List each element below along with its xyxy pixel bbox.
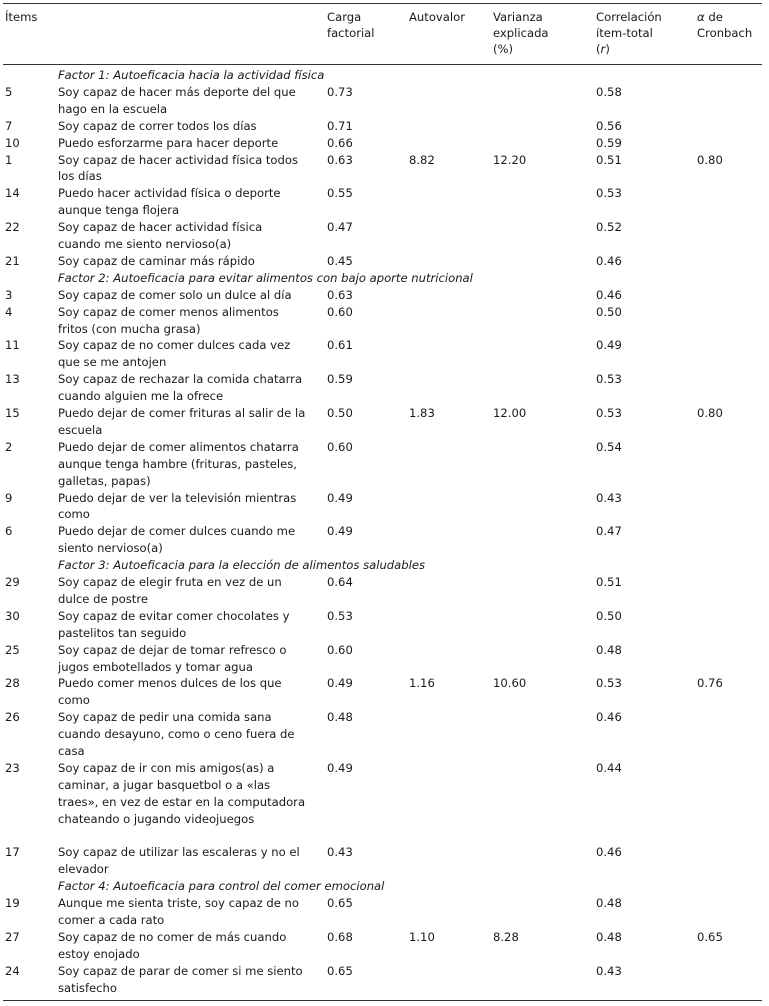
alpha-value: 0.80 — [697, 406, 723, 420]
table-row — [3, 929, 762, 963]
item-number: 25 — [5, 642, 20, 657]
item-text: Soy capaz de hacer actividad física todos los días — [58, 152, 298, 184]
correlacion-value: 0.48 — [596, 929, 622, 944]
header-items: Ítems — [5, 10, 38, 24]
item-text: Puedo hacer actividad física o deporte aunque tenga flojera — [58, 186, 281, 218]
carga-factorial-value: 0.45 — [327, 253, 353, 268]
table-row — [3, 963, 762, 997]
item-text: Soy capaz de parar de comer si me siento satisfecho — [58, 963, 303, 995]
table-row — [3, 84, 762, 118]
item-number: 19 — [5, 896, 20, 911]
correlacion-value: 0.51 — [596, 575, 622, 589]
item-number: 7 — [5, 118, 13, 133]
correlacion-value: 0.46 — [596, 253, 622, 268]
correlacion-value: 0.43 — [596, 963, 622, 978]
item-text: Soy capaz de evitar comer chocolates y pastelitos tan seguido — [58, 608, 290, 640]
correlacion-value: 0.59 — [596, 135, 622, 150]
correlacion-value: 0.44 — [596, 760, 622, 775]
header-autovalor: Autovalor — [409, 10, 465, 24]
carga-factorial-value: 0.48 — [327, 710, 353, 725]
item-text: Puedo dejar de comer frituras al salir de la escuela — [58, 406, 306, 437]
correlacion-value: 0.46 — [596, 287, 622, 302]
correlacion-value: 0.54 — [596, 439, 622, 454]
item-text: Soy capaz de utilizar las escaleras y no el elevador — [58, 845, 300, 877]
correlacion-value: 0.58 — [596, 84, 622, 99]
item-number: 29 — [5, 575, 20, 589]
factor-title: Factor 2: Autoeficacia para evitar alimentos con bajo aporte nutricional — [58, 270, 473, 285]
table-row — [3, 844, 762, 878]
table-row — [3, 523, 762, 557]
table-row — [3, 895, 762, 929]
autovalor-value: 1.10 — [409, 929, 435, 944]
carga-factorial-value: 0.43 — [327, 845, 353, 860]
autovalor-value: 1.83 — [409, 406, 435, 420]
varianza-value: 8.28 — [493, 929, 519, 944]
table-row — [3, 253, 762, 270]
correlacion-value: 0.50 — [596, 608, 622, 623]
carga-factorial-value: 0.59 — [327, 372, 353, 387]
carga-factorial-value: 0.64 — [327, 575, 353, 589]
carga-factorial-value: 0.50 — [327, 406, 353, 420]
item-number: 4 — [5, 304, 13, 319]
carga-factorial-value: 0.65 — [327, 896, 353, 911]
carga-factorial-value: 0.49 — [327, 524, 353, 539]
correlacion-value: 0.51 — [596, 152, 622, 167]
table-row — [3, 642, 762, 676]
item-number: 27 — [5, 929, 20, 944]
item-number: 6 — [5, 524, 13, 539]
table-row — [3, 439, 762, 490]
correlacion-value: 0.48 — [596, 642, 622, 657]
varianza-value: 10.60 — [493, 676, 527, 691]
carga-factorial-value: 0.63 — [327, 287, 353, 302]
item-number: 24 — [5, 963, 20, 978]
carga-factorial-value: 0.49 — [327, 676, 353, 691]
carga-factorial-value: 0.63 — [327, 152, 353, 167]
item-text: Puedo comer menos dulces de los que como — [58, 676, 282, 708]
item-number: 5 — [5, 84, 13, 99]
item-number: 13 — [5, 372, 20, 387]
item-number: 17 — [5, 845, 20, 860]
correlacion-value: 0.52 — [596, 220, 622, 235]
alpha-value: 0.80 — [697, 152, 723, 167]
correlacion-value: 0.50 — [596, 304, 622, 319]
item-text: Soy capaz de elegir fruta en vez de un dulce de postre — [58, 575, 282, 606]
table-row — [3, 760, 762, 845]
correlacion-value: 0.53 — [596, 186, 622, 201]
varianza-value: 12.00 — [493, 406, 527, 420]
item-text: Soy capaz de comer solo un dulce al día — [58, 287, 292, 302]
item-text: Soy capaz de caminar más rápido — [58, 253, 255, 268]
autovalor-value: 8.82 — [409, 152, 435, 167]
item-text: Soy capaz de rechazar la comida chatarra cuando alguien me la ofrece — [58, 372, 303, 404]
item-number: 26 — [5, 710, 20, 725]
item-number: 28 — [5, 676, 20, 691]
carga-factorial-value: 0.73 — [327, 84, 353, 99]
item-number: 23 — [5, 760, 20, 775]
table-header — [3, 4, 762, 65]
carga-factorial-value: 0.66 — [327, 135, 353, 150]
correlacion-value: 0.53 — [596, 406, 622, 420]
table-row — [3, 675, 762, 709]
correlacion-value: 0.53 — [596, 676, 622, 691]
item-text: Soy capaz de pedir una comida sana cuando desayuno, como o ceno fuera de casa — [58, 710, 295, 758]
table-row — [3, 287, 762, 304]
item-text: Soy capaz de dejar de tomar refresco o jugos embotellados y tomar agua — [58, 642, 287, 674]
table-row — [3, 709, 762, 760]
factor-title: Factor 4: Autoeficacia para control del comer emocional — [58, 879, 385, 894]
item-number: 11 — [5, 338, 20, 353]
header-correlacion: Correlación ítem-total (r) — [596, 10, 662, 56]
item-text: Puedo dejar de comer dulces cuando me siento nervioso(a) — [58, 524, 296, 556]
correlacion-value: 0.46 — [596, 710, 622, 725]
correlacion-value: 0.46 — [596, 845, 622, 860]
table-row — [3, 219, 762, 253]
carga-factorial-value: 0.47 — [327, 220, 353, 235]
table-row — [3, 118, 762, 135]
factor-title: Factor 3: Autoeficacia para la elección de alimentos saludables — [58, 558, 426, 573]
item-text: Puedo esforzarme para hacer deporte — [58, 135, 279, 150]
item-number: 1 — [5, 152, 13, 167]
item-text: Soy capaz de no comer de más cuando estoy enojado — [58, 929, 287, 961]
table-row — [3, 608, 762, 642]
table-row — [3, 371, 762, 405]
alpha-value: 0.65 — [697, 929, 723, 944]
carga-factorial-value: 0.68 — [327, 929, 353, 944]
carga-factorial-value: 0.61 — [327, 338, 353, 353]
table-row — [3, 152, 762, 186]
carga-factorial-value: 0.60 — [327, 642, 353, 657]
header-carga-factorial: Carga factorial — [327, 10, 375, 40]
table-row — [3, 405, 762, 439]
item-text: Soy capaz de comer menos alimentos fritos (con mucha grasa) — [58, 304, 279, 336]
item-number: 3 — [5, 287, 13, 302]
autovalor-value: 1.16 — [409, 676, 435, 691]
correlacion-value: 0.48 — [596, 896, 622, 911]
table-row — [3, 135, 762, 152]
carga-factorial-value: 0.49 — [327, 490, 353, 505]
correlacion-value: 0.53 — [596, 372, 622, 387]
carga-factorial-value: 0.65 — [327, 963, 353, 978]
correlacion-value: 0.49 — [596, 338, 622, 353]
alpha-value: 0.76 — [697, 676, 723, 691]
item-number: 10 — [5, 135, 20, 150]
carga-factorial-value: 0.55 — [327, 186, 353, 201]
carga-factorial-value: 0.60 — [327, 304, 353, 319]
carga-factorial-value: 0.71 — [327, 118, 353, 133]
table-row — [3, 337, 762, 371]
correlacion-value: 0.43 — [596, 490, 622, 505]
item-text: Soy capaz de hacer actividad física cuando me siento nervioso(a) — [58, 220, 263, 251]
table-row — [3, 574, 762, 608]
carga-factorial-value: 0.60 — [327, 439, 353, 454]
table-row — [3, 490, 762, 524]
carga-factorial-value: 0.53 — [327, 608, 353, 623]
item-number: 9 — [5, 490, 13, 505]
header-alpha: α de Cronbach — [697, 10, 753, 40]
item-number: 22 — [5, 220, 20, 235]
table-row — [3, 185, 762, 219]
varianza-value: 12.20 — [493, 152, 527, 167]
item-number: 21 — [5, 253, 20, 268]
item-number: 15 — [5, 406, 20, 420]
item-text: Soy capaz de ir con mis amigos(as) a caminar, a jugar basquetbol o a «las traes», en vez de estar en la computadora chateando o jugando videojuegos — [58, 760, 306, 826]
table-row — [3, 304, 762, 338]
item-text: Soy capaz de hacer más deporte del que hago en la escuela — [58, 84, 296, 116]
item-text: Soy capaz de correr todos los días — [58, 118, 257, 133]
item-number: 14 — [5, 186, 20, 201]
item-number: 2 — [5, 439, 13, 454]
correlacion-value: 0.47 — [596, 524, 622, 539]
item-text: Aunque me sienta triste, soy capaz de no comer a cada rato — [58, 896, 299, 927]
carga-factorial-value: 0.49 — [327, 760, 353, 775]
item-text: Puedo dejar de comer alimentos chatarra aunque tenga hambre (frituras, pasteles, galletas, papas) — [58, 439, 299, 488]
item-text: Soy capaz de no comer dulces cada vez que se me antojen — [58, 338, 291, 370]
factor-analysis-table — [3, 3, 762, 1001]
factor-title: Factor 1: Autoeficacia hacia la actividad física — [58, 68, 325, 82]
item-number: 30 — [5, 608, 20, 623]
correlacion-value: 0.56 — [596, 118, 622, 133]
item-text: Puedo dejar de ver la televisión mientras como — [58, 490, 297, 522]
header-varianza: Varianza explicada (%) — [493, 10, 549, 56]
